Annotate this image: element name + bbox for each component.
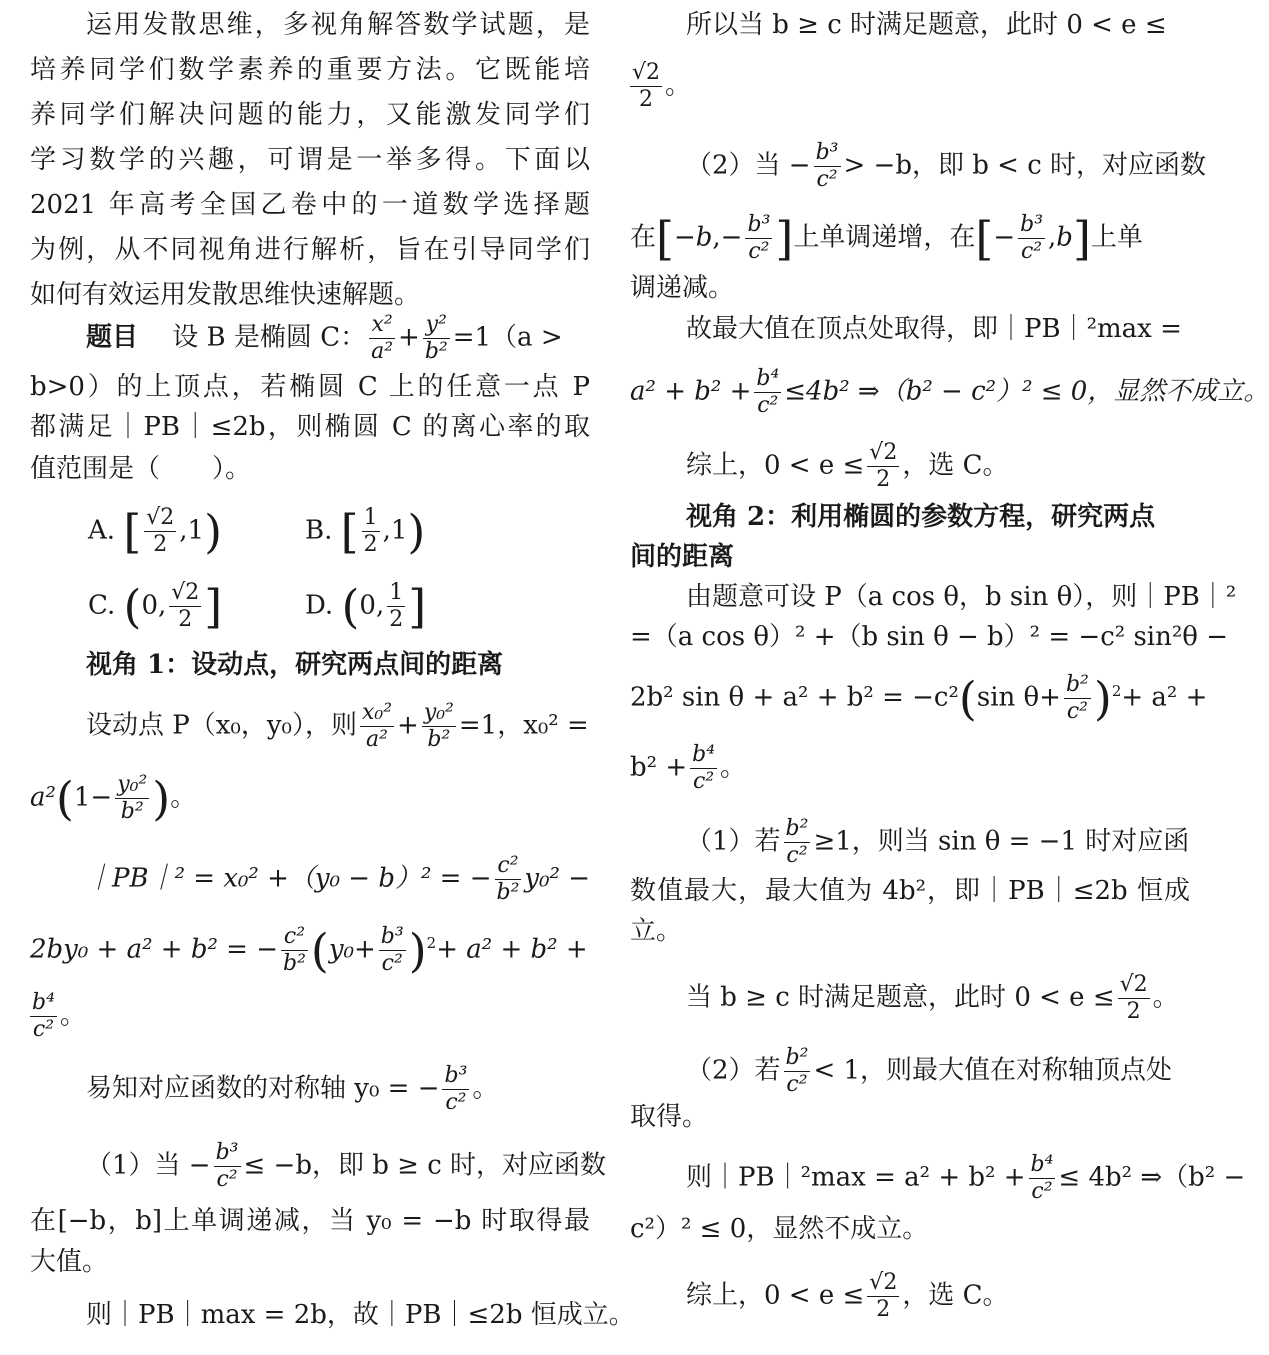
v1-line: ｜PB｜² = x₀² +（y₀ − b）² = − $\frac{\text{c²}}{\text{b²}}$ y₀² − bbox=[86, 853, 590, 905]
problem-text: =1（a > bbox=[452, 322, 563, 353]
v2-line: 取得。 bbox=[630, 1102, 709, 1132]
v1-line: 在[−b，b]上单调递减，当 y₀ = −b 时取得最 bbox=[30, 1206, 590, 1236]
v2-line: 则｜PB｜²max = a² + b² + $\frac{\text{b⁴}}{\text{c²}}$ ≤ 4b² ⇒（b² − bbox=[686, 1152, 1246, 1204]
problem-line: b>0）的上顶点，若椭圆 C 上的任意一点 P bbox=[30, 372, 590, 402]
section-heading-view1: 视角 1：设动点，研究两点间的距离 bbox=[86, 650, 504, 680]
v2-line: 当 b ≥ c 时满足题意，此时 0 < e ≤ $\frac{√2}{2}$ 。 bbox=[686, 972, 1179, 1024]
v2-line: 2b² sin θ + a² + b² = −c²(sin θ+ $\frac{\text{b²}}{\text{c²}}$ )$^2$+ a² + bbox=[630, 671, 1208, 726]
intro-line: 养同学们解决问题的能力，又能激发同学们 bbox=[30, 100, 590, 130]
v2-line: （1）若 $\frac{\text{b²}}{\text{c²}}$ ≥1，则当 sin θ = −1 时对应函 bbox=[686, 816, 1190, 868]
v1-line: 则｜PB｜max = 2b，故｜PB｜≤2b 恒成立。 bbox=[86, 1300, 635, 1330]
problem-line: 题目 设 B 是椭圆 C： $\frac{\text{x²}}{\text{a²}}$ + $\frac{\text{y²}}{\text{b²}}$ =1（a > bbox=[86, 312, 563, 364]
v2-line: 数值最大，最大值为 4b²，即｜PB｜≤2b 恒成 bbox=[630, 876, 1190, 906]
r-line: 所以当 b ≥ c 时满足题意，此时 0 < e ≤ bbox=[686, 10, 1167, 40]
r-line: 故最大值在顶点处取得，即｜PB｜²max = bbox=[686, 314, 1182, 344]
fraction: $\frac{\text{x²}}{\text{a²}}$ bbox=[371, 312, 394, 364]
v1-line: 2by₀ + a² + b² = − $\frac{\text{c²}}{\text{b²}}$ (y₀+ $\frac{\text{b³}}{\text{c²}}$ )$^2$+ a² + b² + bbox=[30, 923, 588, 978]
v1-line: 大值。 bbox=[30, 1247, 109, 1277]
v1-line: 设动点 P（x₀，y₀），则 $\frac{\text{x₀²}}{\text{a²}}$ + $\frac{\text{y₀²}}{\text{b²}}$ =1，x₀² = bbox=[86, 700, 589, 752]
v2-line: 立。 bbox=[630, 916, 683, 946]
v2-line: 综上，0 < e ≤ $\frac{√2}{2}$ ，选 C。 bbox=[686, 1270, 1009, 1322]
v2-line: b² + $\frac{\text{b⁴}}{\text{c²}}$ 。 bbox=[630, 742, 747, 794]
fraction: $\frac{\text{y²}}{\text{b²}}$ bbox=[424, 312, 448, 364]
r-line: 调递减。 bbox=[630, 273, 735, 303]
v1-line: （1）当 − $\frac{\text{b³}}{\text{c²}}$ ≤ −b，即 b ≥ c 时，对应函数 bbox=[86, 1140, 607, 1192]
options-row bbox=[30, 504, 590, 559]
problem-line: 都满足｜PB｜≤2b，则椭圆 C 的离心率的取 bbox=[30, 412, 590, 442]
problem-label: 题目 bbox=[86, 322, 139, 353]
section-heading-view2: 视角 2：利用椭圆的参数方程，研究两点 bbox=[686, 502, 1156, 532]
r-line: 在[−b,− $\frac{\text{b³}}{\text{c²}}$ ]上单调递增，在[− $\frac{\text{b³}}{\text{c²}}$ ,b]上单 bbox=[630, 211, 1143, 266]
option-c: C. (0, $\frac{√2}{2}$ ] bbox=[88, 579, 223, 634]
r-line: （2）当 − $\frac{\text{b³}}{\text{c²}}$ > −b，即 b < c 时，对应函数 bbox=[686, 140, 1207, 192]
v1-line: a²(1− $\frac{\text{y₀²}}{\text{b²}}$ )。 bbox=[30, 771, 197, 826]
options-row bbox=[30, 579, 590, 634]
v2-line: =（a cos θ）² +（b sin θ − b）² = −c² sin²θ − bbox=[630, 622, 1228, 652]
problem-line: 值范围是（ ）。 bbox=[30, 454, 252, 484]
option-b: B. [ $\frac{1}{2}$ ,1) bbox=[305, 504, 426, 559]
intro-line: 培养同学们数学素养的重要方法。它既能培 bbox=[30, 55, 590, 85]
intro-line: 为例，从不同视角进行解析，旨在引导同学们 bbox=[30, 235, 590, 265]
r-line: a² + b² + $\frac{\text{b⁴}}{\text{c²}}$ ≤4b² ⇒（b² − c²）² ≤ 0，显然不成立。 bbox=[630, 366, 1269, 418]
option-a: A. [ $\frac{√2}{2}$ ,1) bbox=[88, 504, 223, 559]
v1-line: 易知对应函数的对称轴 y₀ = − $\frac{\text{b³}}{\text{c²}}$ 。 bbox=[86, 1063, 499, 1115]
v1-line: $\frac{\text{b⁴}}{\text{c²}}$ 。 bbox=[32, 990, 86, 1042]
r-line: 综上，0 < e ≤ $\frac{√2}{2}$ ，选 C。 bbox=[686, 440, 1009, 492]
section-heading-view2: 间的距离 bbox=[630, 542, 735, 572]
r-line: $\frac{√2}{2}$ 。 bbox=[632, 60, 692, 112]
v2-line: （2）若 $\frac{\text{b²}}{\text{c²}}$ < 1，则最大值在对称轴顶点处 bbox=[686, 1045, 1173, 1097]
intro-line: 2021 年高考全国乙卷中的一道数学选择题 bbox=[30, 190, 590, 220]
intro-line: 运用发散思维，多视角解答数学试题，是 bbox=[86, 10, 590, 40]
intro-line: 如何有效运用发散思维快速解题。 bbox=[30, 280, 421, 310]
problem-text: 设 B 是椭圆 C： bbox=[172, 322, 367, 353]
option-d: D. (0, $\frac{1}{2}$ ] bbox=[305, 579, 427, 634]
v2-line: 由题意可设 P（a cos θ，b sin θ），则｜PB｜² bbox=[686, 582, 1237, 612]
intro-line: 学习数学的兴趣，可谓是一举多得。下面以 bbox=[30, 145, 590, 175]
v2-line: c²）² ≤ 0，显然不成立。 bbox=[630, 1214, 929, 1244]
